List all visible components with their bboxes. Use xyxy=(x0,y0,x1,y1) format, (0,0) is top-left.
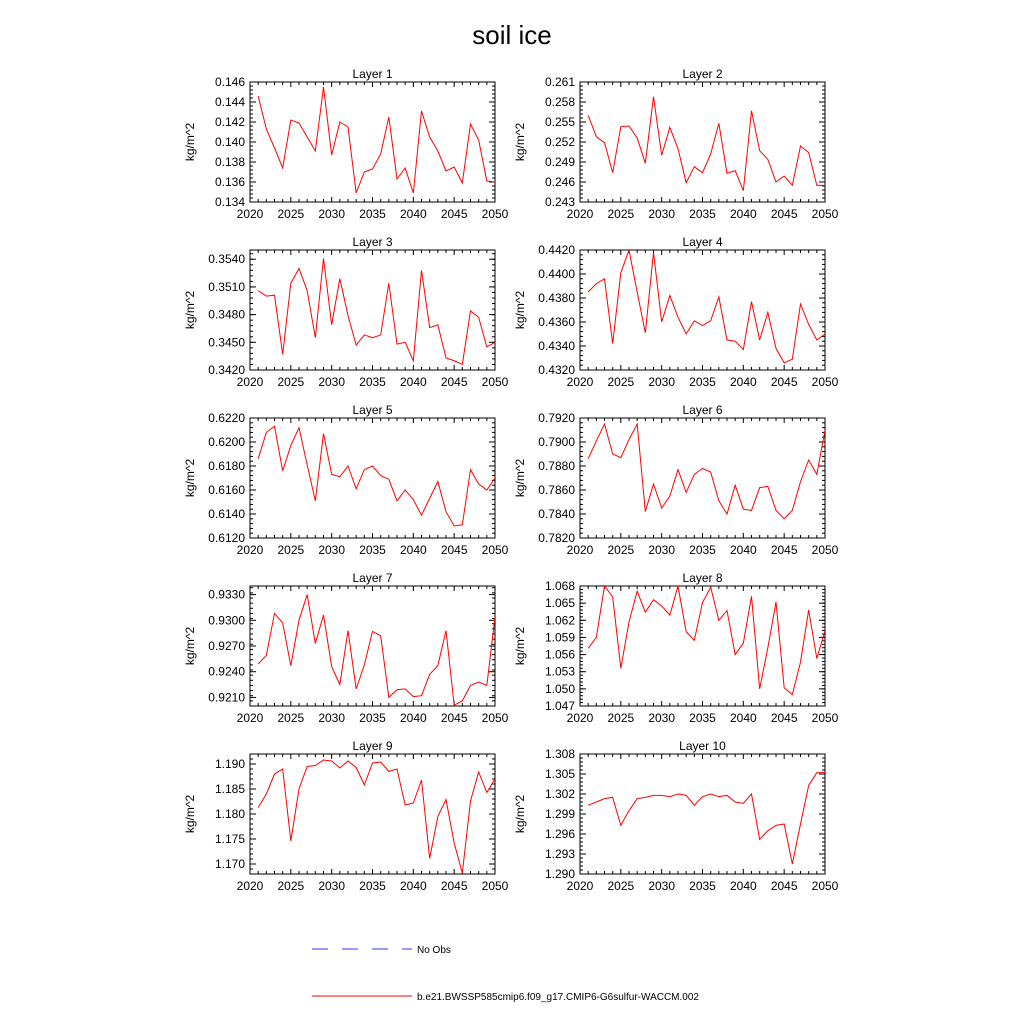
panel-title: Layer 4 xyxy=(682,235,723,249)
x-tick-label: 2050 xyxy=(811,207,839,221)
plot-frame xyxy=(580,82,825,202)
y-tick-label: 1.065 xyxy=(544,596,575,611)
plot-frame xyxy=(580,418,825,538)
y-tick-label: 1.299 xyxy=(544,807,575,821)
x-tick-label: 2045 xyxy=(440,711,468,725)
x-tick-label: 2025 xyxy=(607,711,635,725)
x-tick-label: 2030 xyxy=(648,879,676,893)
y-tick-label: 0.243 xyxy=(544,195,575,209)
panel-title: Layer 2 xyxy=(682,67,723,81)
x-tick-label: 2045 xyxy=(440,879,468,893)
y-tick-label: 0.255 xyxy=(544,115,575,129)
x-tick-label: 2045 xyxy=(770,543,798,557)
x-tick-label: 2045 xyxy=(770,207,798,221)
x-tick-label: 2040 xyxy=(729,207,757,221)
y-tick-label: 1.175 xyxy=(214,832,245,846)
y-tick-label: 0.9240 xyxy=(208,664,245,679)
panel-title: Layer 10 xyxy=(679,739,726,753)
x-tick-label: 2040 xyxy=(729,375,757,389)
y-tick-label: 0.7920 xyxy=(538,411,575,425)
y-tick-label: 1.180 xyxy=(214,807,245,821)
y-axis-label: kg/m^2 xyxy=(183,626,197,666)
panel-layer-9 xyxy=(183,739,509,893)
x-tick-label: 2030 xyxy=(318,207,346,221)
series-line xyxy=(588,250,825,363)
y-tick-label: 0.4360 xyxy=(538,315,575,329)
x-tick-label: 2050 xyxy=(811,711,839,725)
y-tick-label: 1.190 xyxy=(214,757,245,771)
x-tick-label: 2030 xyxy=(318,711,346,725)
panel-title: Layer 6 xyxy=(682,403,723,417)
panel-title: Layer 9 xyxy=(352,739,393,753)
panel-title: Layer 7 xyxy=(352,571,393,585)
panel-layer-1 xyxy=(183,67,509,221)
y-tick-label: 0.7820 xyxy=(538,531,575,545)
x-tick-label: 2045 xyxy=(770,879,798,893)
panel-title: Layer 5 xyxy=(352,403,393,417)
y-tick-label: 0.4380 xyxy=(538,291,575,305)
series-line xyxy=(588,424,825,519)
y-tick-label: 0.3420 xyxy=(208,363,245,377)
y-axis-label: kg/m^2 xyxy=(513,458,527,498)
x-tick-label: 2035 xyxy=(689,543,716,557)
x-tick-label: 2030 xyxy=(648,207,676,221)
x-tick-label: 2035 xyxy=(359,879,386,893)
y-tick-label: 0.134 xyxy=(214,195,245,209)
plot-frame xyxy=(580,754,825,874)
y-tick-label: 1.293 xyxy=(544,847,575,861)
y-tick-label: 0.144 xyxy=(214,95,245,109)
x-tick-label: 2025 xyxy=(607,375,635,389)
y-tick-label: 0.6180 xyxy=(208,459,245,473)
x-tick-label: 2050 xyxy=(481,711,509,725)
y-tick-label: 1.296 xyxy=(544,827,575,841)
y-tick-label: 0.6200 xyxy=(208,435,245,449)
x-tick-label: 2035 xyxy=(689,207,716,221)
x-tick-label: 2030 xyxy=(318,375,346,389)
y-tick-label: 0.4400 xyxy=(538,267,575,281)
x-tick-label: 2030 xyxy=(648,711,676,725)
series-line xyxy=(258,595,495,706)
x-tick-label: 2035 xyxy=(359,375,386,389)
x-tick-label: 2040 xyxy=(399,375,427,389)
y-tick-label: 0.6160 xyxy=(208,483,245,497)
x-tick-label: 2035 xyxy=(689,879,716,893)
panel-layer-2 xyxy=(513,67,839,221)
legend-model-label: b.e21.BWSSP585cmip6.f09_g17.CMIP6-G6sulfur-WACCM.002 xyxy=(417,992,699,1003)
y-axis-label: kg/m^2 xyxy=(183,458,197,498)
x-tick-label: 2020 xyxy=(566,375,594,389)
y-tick-label: 0.252 xyxy=(544,135,575,149)
panel-layer-7 xyxy=(183,571,509,725)
x-tick-label: 2040 xyxy=(399,879,427,893)
y-tick-label: 0.7860 xyxy=(538,483,575,497)
y-axis-label: kg/m^2 xyxy=(513,290,527,330)
y-tick-label: 0.258 xyxy=(544,95,575,109)
x-tick-label: 2025 xyxy=(607,207,635,221)
x-tick-label: 2050 xyxy=(811,375,839,389)
x-tick-label: 2045 xyxy=(770,375,798,389)
y-tick-label: 0.7880 xyxy=(538,459,575,473)
y-axis-label: kg/m^2 xyxy=(183,794,197,834)
y-tick-label: 0.142 xyxy=(214,115,245,129)
x-tick-label: 2035 xyxy=(689,711,716,725)
panel-layer-4 xyxy=(513,235,839,389)
y-tick-label: 0.6120 xyxy=(208,531,245,545)
y-tick-label: 1.305 xyxy=(544,767,575,781)
y-tick-label: 0.9300 xyxy=(208,613,245,628)
series-line xyxy=(258,258,495,364)
y-axis-label: kg/m^2 xyxy=(183,290,197,330)
x-tick-label: 2050 xyxy=(811,543,839,557)
x-tick-label: 2040 xyxy=(399,207,427,221)
plot-frame xyxy=(250,754,495,874)
y-tick-label: 1.302 xyxy=(544,787,575,801)
y-tick-label: 0.246 xyxy=(544,175,575,189)
y-tick-label: 1.185 xyxy=(214,782,245,796)
y-axis-label: kg/m^2 xyxy=(183,122,197,162)
y-tick-label: 0.146 xyxy=(214,75,245,89)
y-tick-label: 1.308 xyxy=(544,747,575,761)
series-line xyxy=(258,426,495,526)
y-tick-label: 0.9270 xyxy=(208,639,245,653)
panel-title: Layer 1 xyxy=(352,67,393,81)
x-tick-label: 2040 xyxy=(399,543,427,557)
x-tick-label: 2050 xyxy=(481,207,509,221)
x-tick-label: 2035 xyxy=(359,543,386,557)
y-tick-label: 0.3540 xyxy=(208,252,245,267)
x-tick-label: 2020 xyxy=(566,879,594,893)
x-tick-label: 2020 xyxy=(566,543,594,557)
y-tick-label: 0.4340 xyxy=(538,339,575,353)
x-tick-label: 2020 xyxy=(236,375,264,389)
x-tick-label: 2020 xyxy=(236,207,264,221)
x-tick-label: 2030 xyxy=(318,879,346,893)
y-tick-label: 1.068 xyxy=(544,579,575,593)
y-tick-label: 1.050 xyxy=(544,681,575,696)
figure-title: soil ice xyxy=(472,20,552,50)
y-tick-label: 0.4420 xyxy=(538,243,575,257)
x-tick-label: 2035 xyxy=(359,207,386,221)
panel-title: Layer 3 xyxy=(352,235,393,249)
y-tick-label: 0.3450 xyxy=(208,335,245,350)
y-tick-label: 1.047 xyxy=(544,699,575,713)
x-tick-label: 2030 xyxy=(318,543,346,557)
y-axis-label: kg/m^2 xyxy=(513,794,527,834)
x-tick-label: 2020 xyxy=(236,711,264,725)
x-tick-label: 2050 xyxy=(811,879,839,893)
plot-frame xyxy=(250,418,495,538)
y-tick-label: 1.059 xyxy=(544,630,575,645)
y-axis-label: kg/m^2 xyxy=(513,122,527,162)
x-tick-label: 2045 xyxy=(440,375,468,389)
y-tick-label: 0.249 xyxy=(544,155,575,169)
panel-layer-6 xyxy=(513,403,839,557)
plot-frame xyxy=(250,250,495,370)
panel-layer-5 xyxy=(183,403,509,557)
x-tick-label: 2025 xyxy=(277,375,305,389)
x-tick-label: 2025 xyxy=(607,879,635,893)
y-tick-label: 0.9330 xyxy=(208,587,245,602)
x-tick-label: 2040 xyxy=(729,543,757,557)
x-tick-label: 2020 xyxy=(236,879,264,893)
panel-layer-3 xyxy=(183,235,509,389)
y-tick-label: 0.6140 xyxy=(208,507,245,521)
x-tick-label: 2045 xyxy=(440,207,468,221)
x-tick-label: 2035 xyxy=(359,711,386,725)
x-tick-label: 2020 xyxy=(236,543,264,557)
panel-layer-10 xyxy=(513,739,839,893)
series-line xyxy=(588,773,825,864)
y-tick-label: 0.136 xyxy=(214,175,245,189)
y-tick-label: 1.170 xyxy=(214,857,245,871)
x-tick-label: 2045 xyxy=(440,543,468,557)
x-tick-label: 2025 xyxy=(277,207,305,221)
x-tick-label: 2030 xyxy=(648,543,676,557)
x-tick-label: 2040 xyxy=(729,879,757,893)
legend-obs-label: No Obs xyxy=(417,945,451,956)
x-tick-label: 2035 xyxy=(689,375,716,389)
y-tick-label: 0.7900 xyxy=(538,435,575,449)
panels xyxy=(183,67,839,893)
y-tick-label: 0.3510 xyxy=(208,279,245,294)
y-tick-label: 0.138 xyxy=(214,155,245,169)
panel-title: Layer 8 xyxy=(682,571,723,585)
x-tick-label: 2040 xyxy=(729,711,757,725)
x-tick-label: 2025 xyxy=(277,879,305,893)
x-tick-label: 2030 xyxy=(648,375,676,389)
series-line xyxy=(258,760,495,873)
x-tick-label: 2020 xyxy=(566,207,594,221)
y-tick-label: 0.4320 xyxy=(538,363,575,377)
x-tick-label: 2025 xyxy=(607,543,635,557)
y-tick-label: 0.6220 xyxy=(208,411,245,425)
x-tick-label: 2025 xyxy=(277,543,305,557)
x-tick-label: 2045 xyxy=(770,711,798,725)
y-tick-label: 1.062 xyxy=(544,613,575,628)
x-tick-label: 2040 xyxy=(399,711,427,725)
x-tick-label: 2050 xyxy=(481,543,509,557)
series-line xyxy=(258,87,495,193)
y-tick-label: 0.9210 xyxy=(208,690,245,705)
y-axis-label: kg/m^2 xyxy=(513,626,527,666)
y-tick-label: 0.261 xyxy=(544,75,575,89)
panel-layer-8 xyxy=(513,571,839,725)
series-line xyxy=(588,586,825,695)
y-tick-label: 0.7840 xyxy=(538,507,575,521)
y-tick-label: 0.3480 xyxy=(208,307,245,322)
x-tick-label: 2020 xyxy=(566,711,594,725)
series-line xyxy=(588,97,825,191)
x-tick-label: 2025 xyxy=(277,711,305,725)
y-tick-label: 1.056 xyxy=(544,647,575,662)
y-tick-label: 0.140 xyxy=(214,135,245,149)
y-tick-label: 1.290 xyxy=(544,867,575,881)
x-tick-label: 2050 xyxy=(481,879,509,893)
legend xyxy=(312,945,699,1003)
y-tick-label: 1.053 xyxy=(544,664,575,679)
x-tick-label: 2050 xyxy=(481,375,509,389)
